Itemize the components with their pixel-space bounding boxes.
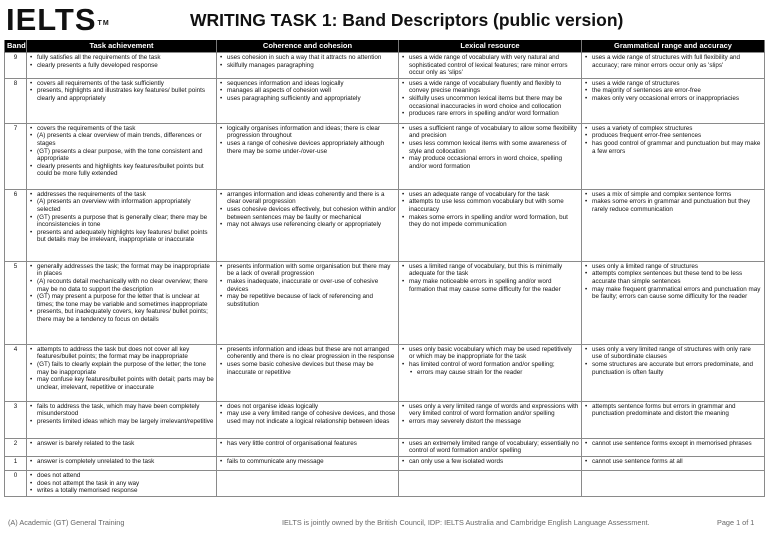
descriptor-item: • uses a wide range of vocabulary with very natural and sophisticated control of lexical features; rare minor errors occur only as 'slips' — [401, 54, 579, 77]
column-header-band: Band — [5, 40, 27, 53]
cell-lexical — [399, 189, 582, 261]
column-header-task-achievement: Task achievement — [27, 40, 217, 53]
descriptor-item: • may make noticeable errors in spelling and/or word formation that may cause some difficulty for the reader — [401, 278, 579, 293]
descriptor-list — [29, 403, 214, 426]
column-header-coherence: Coherence and cohesion — [217, 40, 399, 53]
band-row — [5, 53, 765, 79]
descriptor-item: • may be repetitive because of lack of referencing and substitution — [219, 293, 396, 308]
descriptor-item: • logically organises information and ideas; there is clear progression throughout — [219, 125, 396, 140]
descriptor-item: • may produce occasional errors in word choice, spelling and/or word formation — [401, 155, 579, 170]
descriptor-list — [584, 54, 762, 69]
cell-coherence — [217, 123, 399, 189]
descriptor-list — [584, 440, 762, 448]
cell-grammar — [582, 344, 765, 401]
descriptor-list — [401, 440, 579, 455]
descriptor-item: • may confuse key features/bullet points with detail; parts may be unclear, irrelevant, repetitive or inaccurate — [29, 376, 214, 391]
descriptor-item: • fails to address the task, which may have been completely misunderstood — [29, 403, 214, 418]
descriptor-item: • presents information and ideas but these are not arranged coherently and there is no clear progression in the response — [219, 346, 396, 361]
footer-page-number: Page 1 of 1 — [717, 518, 755, 527]
descriptor-item: • answer is completely unrelated to the task — [29, 458, 214, 466]
band-number: 3 — [5, 401, 27, 438]
cell-grammar — [582, 189, 765, 261]
descriptor-item: • attempts complex sentences but these tend to be less accurate than simple sentences — [584, 270, 762, 285]
descriptor-list — [401, 191, 579, 229]
descriptor-list — [401, 458, 579, 466]
descriptor-item: • may use a very limited range of cohesive devices, and those used may not indicate a logical relationship between ideas — [219, 410, 396, 425]
descriptor-item: • writes a totally memorised response — [29, 487, 214, 495]
descriptor-item: • addresses the requirements of the task — [29, 191, 214, 199]
descriptor-item: • fully satisfies all the requirements of the task — [29, 54, 214, 62]
cell-grammar — [582, 470, 765, 496]
descriptor-item: • attempts to use less common vocabulary but with some inaccuracy — [401, 198, 579, 213]
descriptor-item: • makes some errors in spelling and/or word formation, but they do not impede communication — [401, 214, 579, 229]
descriptor-list — [401, 80, 579, 118]
band-row — [5, 401, 765, 438]
descriptor-item: • uses some basic cohesive devices but these may be inaccurate or repetitive — [219, 361, 396, 376]
cell-coherence — [217, 438, 399, 456]
descriptor-item: • produces frequent error-free sentences — [584, 132, 762, 140]
descriptor-list — [219, 403, 396, 426]
descriptor-item: • attempts to address the task but does not cover all key features/bullet points; the format may be inappropriate — [29, 346, 214, 361]
cell-task-achievement — [27, 261, 217, 344]
descriptor-item: • the majority of sentences are error-free — [584, 87, 762, 95]
band-row — [5, 456, 765, 470]
descriptor-item: • presents, but inadequately covers, key features/ bullet points; there may be a tendency to focus on details — [29, 308, 214, 323]
cell-lexical — [399, 438, 582, 456]
descriptor-item: • (GT) presents a clear purpose, with the tone consistent and appropriate — [29, 148, 214, 163]
descriptor-list — [29, 125, 214, 178]
descriptor-item: • may make frequent grammatical errors and punctuation may be faulty; errors can cause some difficulty for the reader — [584, 286, 762, 301]
descriptor-item: • uses a sufficient range of vocabulary to allow some flexibility and precision — [401, 125, 579, 140]
band-row — [5, 344, 765, 401]
descriptor-item: • presents and adequately highlights key features/ bullet points but details may be irrelevant, inappropriate or inaccurate — [29, 229, 214, 244]
cell-grammar — [582, 438, 765, 456]
cell-coherence — [217, 261, 399, 344]
descriptor-item: • uses a range of cohesive devices appropriately although there may be some under-/over-use — [219, 140, 396, 155]
cell-lexical — [399, 53, 582, 79]
descriptor-item: • uses an adequate range of vocabulary for the task — [401, 191, 579, 199]
descriptor-list — [29, 472, 214, 495]
band-number: 2 — [5, 438, 27, 456]
cell-coherence — [217, 344, 399, 401]
band-row — [5, 123, 765, 189]
cell-lexical — [399, 78, 582, 123]
descriptor-item: • uses cohesive devices effectively, but cohesion within and/or between sentences may be faulty or mechanical — [219, 206, 396, 221]
cell-lexical — [399, 261, 582, 344]
descriptor-item: • has good control of grammar and punctuation but may make a few errors — [584, 140, 762, 155]
descriptors-table — [4, 40, 765, 497]
band-number: 6 — [5, 189, 27, 261]
descriptor-item: • (GT) may present a purpose for the letter that is unclear at times; the tone may be variable and sometimes inappropriate — [29, 293, 214, 308]
descriptor-item: • clearly presents and highlights key features/bullet points but could be more fully extended — [29, 163, 214, 178]
descriptor-item: • uses cohesion in such a way that it attracts no attention — [219, 54, 396, 62]
band-number: 5 — [5, 261, 27, 344]
descriptor-list — [584, 346, 762, 376]
cell-lexical — [399, 401, 582, 438]
cell-task-achievement — [27, 438, 217, 456]
column-header-lexical: Lexical resource — [399, 40, 582, 53]
cell-coherence — [217, 53, 399, 79]
cell-coherence — [217, 401, 399, 438]
descriptor-item: • may not always use referencing clearly or appropriately — [219, 221, 396, 229]
descriptor-list — [219, 191, 396, 229]
cell-grammar — [582, 456, 765, 470]
descriptor-item: • cannot use sentence forms except in memorised phrases — [584, 440, 762, 448]
descriptor-list — [584, 80, 762, 103]
descriptor-list — [401, 263, 579, 293]
descriptor-list — [584, 403, 762, 418]
cell-lexical — [399, 456, 582, 470]
cell-grammar — [582, 53, 765, 79]
descriptor-item: • (GT) fails to clearly explain the purpose of the letter; the tone may be inappropriate — [29, 361, 214, 376]
cell-coherence — [217, 456, 399, 470]
band-row — [5, 189, 765, 261]
descriptor-item: • presents information with some organisation but there may be a lack of overall progression — [219, 263, 396, 278]
descriptor-list — [29, 458, 214, 466]
descriptor-item: • has very little control of organisational features — [219, 440, 396, 448]
descriptor-item: • attempts sentence forms but errors in grammar and punctuation predominate and distort the meaning — [584, 403, 762, 418]
descriptor-list — [29, 346, 214, 392]
descriptor-item: • uses a limited range of vocabulary, but this is minimally adequate for the task — [401, 263, 579, 278]
descriptor-item: • (A) recounts detail mechanically with no clear overview; there may be no data to support the description — [29, 278, 214, 293]
band-row — [5, 438, 765, 456]
band-number: 9 — [5, 53, 27, 79]
descriptor-item: • skilfully uses uncommon lexical items but there may be occasional inaccuracies in word choice and collocation — [401, 95, 579, 110]
band-number: 7 — [5, 123, 27, 189]
descriptor-list — [401, 346, 579, 376]
band-number: 1 — [5, 456, 27, 470]
descriptor-list — [219, 263, 396, 309]
descriptor-item: • presents limited ideas which may be largely irrelevant/repetitive — [29, 418, 214, 426]
descriptor-item: • covers the requirements of the task — [29, 125, 214, 133]
cell-grammar — [582, 401, 765, 438]
cell-lexical — [399, 123, 582, 189]
footer-legend: (A) Academic (GT) General Training — [8, 518, 125, 527]
descriptor-item: • skilfully manages paragraphing — [219, 62, 396, 70]
band-row — [5, 261, 765, 344]
descriptor-item: • makes only very occasional errors or inappropriacies — [584, 95, 762, 103]
descriptor-item: • generally addresses the task; the format may be inappropriate in places — [29, 263, 214, 278]
descriptor-item: • uses only a very limited range of structures with only rare use of subordinate clauses — [584, 346, 762, 361]
cell-task-achievement — [27, 78, 217, 123]
cell-grammar — [582, 261, 765, 344]
cell-task-achievement — [27, 401, 217, 438]
descriptor-item: • uses only a limited range of structures — [584, 263, 762, 271]
cell-task-achievement — [27, 344, 217, 401]
band-row — [5, 470, 765, 496]
descriptor-item: • answer is barely related to the task — [29, 440, 214, 448]
trademark-mark: TM — [97, 20, 110, 27]
descriptor-list — [219, 125, 396, 155]
descriptor-item: • covers all requirements of the task sufficiently — [29, 80, 214, 88]
cell-coherence — [217, 78, 399, 123]
descriptor-item: • can only use a few isolated words — [401, 458, 579, 466]
descriptor-item: • produces rare errors in spelling and/or word formation — [401, 110, 579, 118]
descriptor-item: • uses a mix of simple and complex sentence forms — [584, 191, 762, 199]
table-header-row — [5, 40, 765, 53]
cell-task-achievement — [27, 456, 217, 470]
descriptor-list — [584, 458, 762, 466]
page-title: WRITING TASK 1: Band Descriptors (public version) — [190, 10, 624, 30]
descriptor-item: • uses a wide range of structures with full flexibility and accuracy; rare minor errors occur only as 'slips' — [584, 54, 762, 69]
descriptor-item: • fails to communicate any message — [219, 458, 396, 466]
descriptor-list — [29, 80, 214, 103]
descriptor-item: • does not attempt the task in any way — [29, 480, 214, 488]
descriptor-item: • has limited control of word formation and/or spelling; — [401, 361, 579, 369]
footer-ownership: IELTS is jointly owned by the British Council, IDP: IELTS Australia and Cambridge English Language Assessment. — [282, 518, 650, 527]
descriptor-item: • makes some errors in grammar and punctuation but they rarely reduce communication — [584, 198, 762, 213]
descriptor-list — [401, 125, 579, 171]
descriptor-item: • errors may severely distort the message — [401, 418, 579, 426]
cell-grammar — [582, 123, 765, 189]
cell-coherence — [217, 470, 399, 496]
cell-lexical — [399, 344, 582, 401]
descriptor-item: • uses a wide range of vocabulary fluently and flexibly to convey precise meanings — [401, 80, 579, 95]
descriptor-item: • cannot use sentence forms at all — [584, 458, 762, 466]
band-number: 0 — [5, 470, 27, 496]
descriptor-list — [584, 263, 762, 301]
descriptor-list — [584, 191, 762, 214]
cell-lexical — [399, 470, 582, 496]
descriptor-item: • presents, highlights and illustrates key features/ bullet points clearly and appropriately — [29, 87, 214, 102]
cell-task-achievement — [27, 470, 217, 496]
descriptor-list — [219, 346, 396, 376]
descriptor-item: • arranges information and ideas coherently and there is a clear overall progression — [219, 191, 396, 206]
descriptor-list — [29, 440, 214, 448]
descriptor-item: • does not organise ideas logically — [219, 403, 396, 411]
descriptor-item: • uses a variety of complex structures — [584, 125, 762, 133]
descriptor-item: • uses a wide range of structures — [584, 80, 762, 88]
descriptor-item: • manages all aspects of cohesion well — [219, 87, 396, 95]
descriptor-item: • (GT) presents a purpose that is generally clear; there may be inconsistencies in tone — [29, 214, 214, 229]
descriptor-list — [219, 54, 396, 69]
descriptor-list — [29, 54, 214, 69]
column-header-grammar: Grammatical range and accuracy — [582, 40, 765, 53]
descriptor-list — [29, 263, 214, 324]
descriptor-subitem: • errors may cause strain for the reader — [401, 369, 579, 377]
descriptor-item: • some structures are accurate but errors predominate, and punctuation is often faulty — [584, 361, 762, 376]
descriptor-list — [584, 125, 762, 155]
cell-task-achievement — [27, 53, 217, 79]
descriptor-item: • uses paragraphing sufficiently and appropriately — [219, 95, 396, 103]
band-number: 8 — [5, 78, 27, 123]
descriptor-list — [401, 54, 579, 77]
band-number: 4 — [5, 344, 27, 401]
descriptor-item: • uses only a very limited range of words and expressions with very limited control of word formation and/or spelling — [401, 403, 579, 418]
descriptor-list — [401, 403, 579, 426]
descriptor-item: • does not attend — [29, 472, 214, 480]
descriptor-item: • (A) presents a clear overview of main trends, differences or stages — [29, 132, 214, 147]
descriptor-item: • uses less common lexical items with some awareness of style and collocation — [401, 140, 579, 155]
ielts-logo — [6, 3, 110, 37]
band-row — [5, 78, 765, 123]
descriptor-item: • clearly presents a fully developed response — [29, 62, 214, 70]
descriptor-list — [219, 458, 396, 466]
descriptor-item: • sequences information and ideas logically — [219, 80, 396, 88]
descriptor-list — [219, 440, 396, 448]
descriptor-item: • (A) presents an overview with information appropriately selected — [29, 198, 214, 213]
logo-text: IELTS — [6, 2, 97, 37]
descriptor-list — [219, 80, 396, 103]
descriptor-item: • uses only basic vocabulary which may be used repetitively or which may be inappropriate for the task — [401, 346, 579, 361]
cell-coherence — [217, 189, 399, 261]
cell-grammar — [582, 78, 765, 123]
descriptor-list — [29, 191, 214, 244]
descriptor-item: • uses an extremely limited range of vocabulary; essentially no control of word formation and/or spelling — [401, 440, 579, 455]
cell-task-achievement — [27, 123, 217, 189]
descriptor-item: • makes inadequate, inaccurate or over-use of cohesive devices — [219, 278, 396, 293]
cell-task-achievement — [27, 189, 217, 261]
